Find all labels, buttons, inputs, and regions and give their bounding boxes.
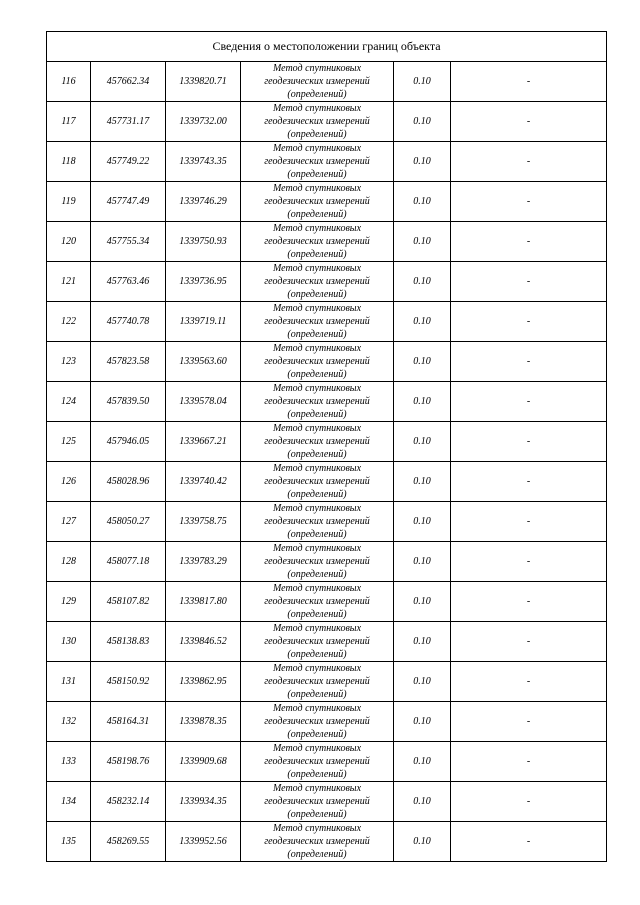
note-cell: - — [451, 302, 607, 342]
table-row — [47, 742, 607, 782]
accuracy-cell: 0.10 — [394, 342, 451, 382]
method-line: геодезических измерений — [264, 116, 370, 127]
table-title: Сведения о местоположении границ объекта — [47, 32, 607, 62]
coordinate-y-cell: 1339732.00 — [166, 102, 241, 142]
point-number-cell: 118 — [47, 142, 91, 182]
point-number-cell: 131 — [47, 662, 91, 702]
coordinate-x-cell: 457749.22 — [91, 142, 166, 182]
method-line: Метод спутниковых — [272, 343, 362, 354]
coordinate-x-cell: 458232.14 — [91, 782, 166, 822]
point-number-cell: 126 — [47, 462, 91, 502]
method-line: Метод спутниковых — [272, 703, 362, 714]
note-cell: - — [451, 822, 607, 862]
note-cell: - — [451, 102, 607, 142]
table-row — [47, 662, 607, 702]
point-number-cell: 133 — [47, 742, 91, 782]
note-cell: - — [451, 622, 607, 662]
method-cell — [241, 62, 394, 102]
method-line: Метод спутниковых — [272, 63, 362, 74]
method-line: (определений) — [287, 289, 347, 300]
accuracy-cell: 0.10 — [394, 662, 451, 702]
note-cell: - — [451, 222, 607, 262]
note-cell: - — [451, 462, 607, 502]
boundary-coordinates-table — [46, 31, 607, 862]
coordinate-x-cell: 458138.83 — [91, 622, 166, 662]
method-line: (определений) — [287, 609, 347, 620]
method-line: Метод спутниковых — [272, 623, 362, 634]
method-line: (определений) — [287, 489, 347, 500]
method-cell — [241, 502, 394, 542]
coordinate-y-cell: 1339736.95 — [166, 262, 241, 302]
coordinate-y-cell: 1339934.35 — [166, 782, 241, 822]
coordinate-y-cell: 1339878.35 — [166, 702, 241, 742]
note-cell: - — [451, 142, 607, 182]
coordinate-y-cell: 1339820.71 — [166, 62, 241, 102]
method-cell — [241, 742, 394, 782]
method-cell — [241, 542, 394, 582]
method-cell — [241, 342, 394, 382]
table-row — [47, 62, 607, 102]
table-row — [47, 462, 607, 502]
note-cell: - — [451, 382, 607, 422]
accuracy-cell: 0.10 — [394, 222, 451, 262]
table-row — [47, 622, 607, 662]
method-line: геодезических измерений — [264, 716, 370, 727]
coordinate-y-cell: 1339740.42 — [166, 462, 241, 502]
coordinate-x-cell: 457755.34 — [91, 222, 166, 262]
coordinate-y-cell: 1339817.80 — [166, 582, 241, 622]
accuracy-cell: 0.10 — [394, 502, 451, 542]
accuracy-cell: 0.10 — [394, 782, 451, 822]
point-number-cell: 130 — [47, 622, 91, 662]
method-line: Метод спутниковых — [272, 263, 362, 274]
coordinate-x-cell: 457946.05 — [91, 422, 166, 462]
accuracy-cell: 0.10 — [394, 422, 451, 462]
note-cell: - — [451, 742, 607, 782]
table-row — [47, 262, 607, 302]
method-cell — [241, 702, 394, 742]
method-cell — [241, 422, 394, 462]
method-line: геодезических измерений — [264, 356, 370, 367]
method-line: Метод спутниковых — [272, 663, 362, 674]
method-line: Метод спутниковых — [272, 423, 362, 434]
method-cell — [241, 302, 394, 342]
method-line: (определений) — [287, 369, 347, 380]
method-line: Метод спутниковых — [272, 143, 362, 154]
note-cell: - — [451, 782, 607, 822]
coordinate-x-cell: 458028.96 — [91, 462, 166, 502]
method-line: (определений) — [287, 449, 347, 460]
point-number-cell: 134 — [47, 782, 91, 822]
method-cell — [241, 822, 394, 862]
coordinate-x-cell: 457731.17 — [91, 102, 166, 142]
method-cell — [241, 622, 394, 662]
coordinate-y-cell: 1339846.52 — [166, 622, 241, 662]
table-row — [47, 182, 607, 222]
method-line: геодезических измерений — [264, 196, 370, 207]
accuracy-cell: 0.10 — [394, 62, 451, 102]
table-row — [47, 702, 607, 742]
point-number-cell: 128 — [47, 542, 91, 582]
method-line: геодезических измерений — [264, 836, 370, 847]
accuracy-cell: 0.10 — [394, 622, 451, 662]
table-row — [47, 382, 607, 422]
coordinate-x-cell: 457662.34 — [91, 62, 166, 102]
coordinate-y-cell: 1339746.29 — [166, 182, 241, 222]
accuracy-cell: 0.10 — [394, 142, 451, 182]
coordinate-y-cell: 1339667.21 — [166, 422, 241, 462]
method-line: (определений) — [287, 249, 347, 260]
method-cell — [241, 382, 394, 422]
coordinate-x-cell: 458107.82 — [91, 582, 166, 622]
method-line: Метод спутниковых — [272, 743, 362, 754]
coordinate-y-cell: 1339578.04 — [166, 382, 241, 422]
note-cell: - — [451, 422, 607, 462]
point-number-cell: 135 — [47, 822, 91, 862]
method-line: Метод спутниковых — [272, 223, 362, 234]
coordinate-y-cell: 1339758.75 — [166, 502, 241, 542]
table-row — [47, 542, 607, 582]
method-line: геодезических измерений — [264, 396, 370, 407]
accuracy-cell: 0.10 — [394, 702, 451, 742]
accuracy-cell: 0.10 — [394, 462, 451, 502]
note-cell: - — [451, 662, 607, 702]
method-cell — [241, 182, 394, 222]
coordinate-y-cell: 1339862.95 — [166, 662, 241, 702]
note-cell: - — [451, 182, 607, 222]
coordinate-x-cell: 458269.55 — [91, 822, 166, 862]
point-number-cell: 116 — [47, 62, 91, 102]
note-cell: - — [451, 702, 607, 742]
method-line: Метод спутниковых — [272, 583, 362, 594]
method-cell — [241, 582, 394, 622]
method-line: (определений) — [287, 649, 347, 660]
method-line: геодезических измерений — [264, 316, 370, 327]
accuracy-cell: 0.10 — [394, 302, 451, 342]
method-line: геодезических измерений — [264, 236, 370, 247]
note-cell: - — [451, 262, 607, 302]
point-number-cell: 117 — [47, 102, 91, 142]
accuracy-cell: 0.10 — [394, 182, 451, 222]
coordinate-x-cell: 458198.76 — [91, 742, 166, 782]
method-line: (определений) — [287, 569, 347, 580]
table-row — [47, 102, 607, 142]
coordinate-x-cell: 458164.31 — [91, 702, 166, 742]
method-line: (определений) — [287, 329, 347, 340]
accuracy-cell: 0.10 — [394, 102, 451, 142]
method-cell — [241, 102, 394, 142]
method-line: (определений) — [287, 849, 347, 860]
coordinate-x-cell: 457763.46 — [91, 262, 166, 302]
coordinate-y-cell: 1339783.29 — [166, 542, 241, 582]
coordinate-x-cell: 458077.18 — [91, 542, 166, 582]
method-cell — [241, 222, 394, 262]
coordinate-x-cell: 458150.92 — [91, 662, 166, 702]
method-line: геодезических измерений — [264, 796, 370, 807]
note-cell: - — [451, 62, 607, 102]
method-line: геодезических измерений — [264, 596, 370, 607]
table-row — [47, 422, 607, 462]
accuracy-cell: 0.10 — [394, 742, 451, 782]
table-body — [47, 32, 607, 862]
method-line: геодезических измерений — [264, 436, 370, 447]
method-line: (определений) — [287, 729, 347, 740]
point-number-cell: 127 — [47, 502, 91, 542]
method-line: Метод спутниковых — [272, 783, 362, 794]
method-line: геодезических измерений — [264, 156, 370, 167]
point-number-cell: 123 — [47, 342, 91, 382]
table-row — [47, 782, 607, 822]
point-number-cell: 119 — [47, 182, 91, 222]
coordinate-x-cell: 457740.78 — [91, 302, 166, 342]
note-cell: - — [451, 342, 607, 382]
table-row — [47, 342, 607, 382]
method-line: (определений) — [287, 689, 347, 700]
method-line: (определений) — [287, 769, 347, 780]
method-line: Метод спутниковых — [272, 823, 362, 834]
table-row — [47, 142, 607, 182]
note-cell: - — [451, 582, 607, 622]
method-cell — [241, 662, 394, 702]
point-number-cell: 121 — [47, 262, 91, 302]
method-line: (определений) — [287, 209, 347, 220]
coordinate-x-cell: 457839.50 — [91, 382, 166, 422]
coordinate-x-cell: 457747.49 — [91, 182, 166, 222]
method-line: геодезических измерений — [264, 556, 370, 567]
method-line: геодезических измерений — [264, 76, 370, 87]
method-line: Метод спутниковых — [272, 463, 362, 474]
method-line: Метод спутниковых — [272, 303, 362, 314]
method-line: геодезических измерений — [264, 476, 370, 487]
point-number-cell: 122 — [47, 302, 91, 342]
method-line: геодезических измерений — [264, 636, 370, 647]
method-line: (определений) — [287, 169, 347, 180]
method-line: геодезических измерений — [264, 516, 370, 527]
coordinate-y-cell: 1339952.56 — [166, 822, 241, 862]
table-title-row — [47, 32, 607, 62]
coordinate-y-cell: 1339750.93 — [166, 222, 241, 262]
method-line: Метод спутниковых — [272, 543, 362, 554]
method-cell — [241, 262, 394, 302]
coordinate-y-cell: 1339909.68 — [166, 742, 241, 782]
note-cell: - — [451, 542, 607, 582]
accuracy-cell: 0.10 — [394, 382, 451, 422]
method-line: (определений) — [287, 529, 347, 540]
point-number-cell: 120 — [47, 222, 91, 262]
accuracy-cell: 0.10 — [394, 822, 451, 862]
coordinate-x-cell: 458050.27 — [91, 502, 166, 542]
method-cell — [241, 142, 394, 182]
point-number-cell: 132 — [47, 702, 91, 742]
method-line: (определений) — [287, 89, 347, 100]
method-line: геодезических измерений — [264, 276, 370, 287]
accuracy-cell: 0.10 — [394, 262, 451, 302]
method-line: Метод спутниковых — [272, 183, 362, 194]
method-line: (определений) — [287, 409, 347, 420]
accuracy-cell: 0.10 — [394, 582, 451, 622]
method-line: геодезических измерений — [264, 756, 370, 767]
method-line: Метод спутниковых — [272, 383, 362, 394]
method-cell — [241, 462, 394, 502]
method-line: Метод спутниковых — [272, 503, 362, 514]
table-row — [47, 822, 607, 862]
method-cell — [241, 782, 394, 822]
table-row — [47, 502, 607, 542]
accuracy-cell: 0.10 — [394, 542, 451, 582]
method-line: (определений) — [287, 129, 347, 140]
coordinate-x-cell: 457823.58 — [91, 342, 166, 382]
coordinate-y-cell: 1339563.60 — [166, 342, 241, 382]
method-line: Метод спутниковых — [272, 103, 362, 114]
point-number-cell: 125 — [47, 422, 91, 462]
note-cell: - — [451, 502, 607, 542]
point-number-cell: 124 — [47, 382, 91, 422]
table-row — [47, 222, 607, 262]
point-number-cell: 129 — [47, 582, 91, 622]
method-line: геодезических измерений — [264, 676, 370, 687]
coordinate-y-cell: 1339743.35 — [166, 142, 241, 182]
coordinate-y-cell: 1339719.11 — [166, 302, 241, 342]
method-line: (определений) — [287, 809, 347, 820]
table-row — [47, 302, 607, 342]
table-row — [47, 582, 607, 622]
